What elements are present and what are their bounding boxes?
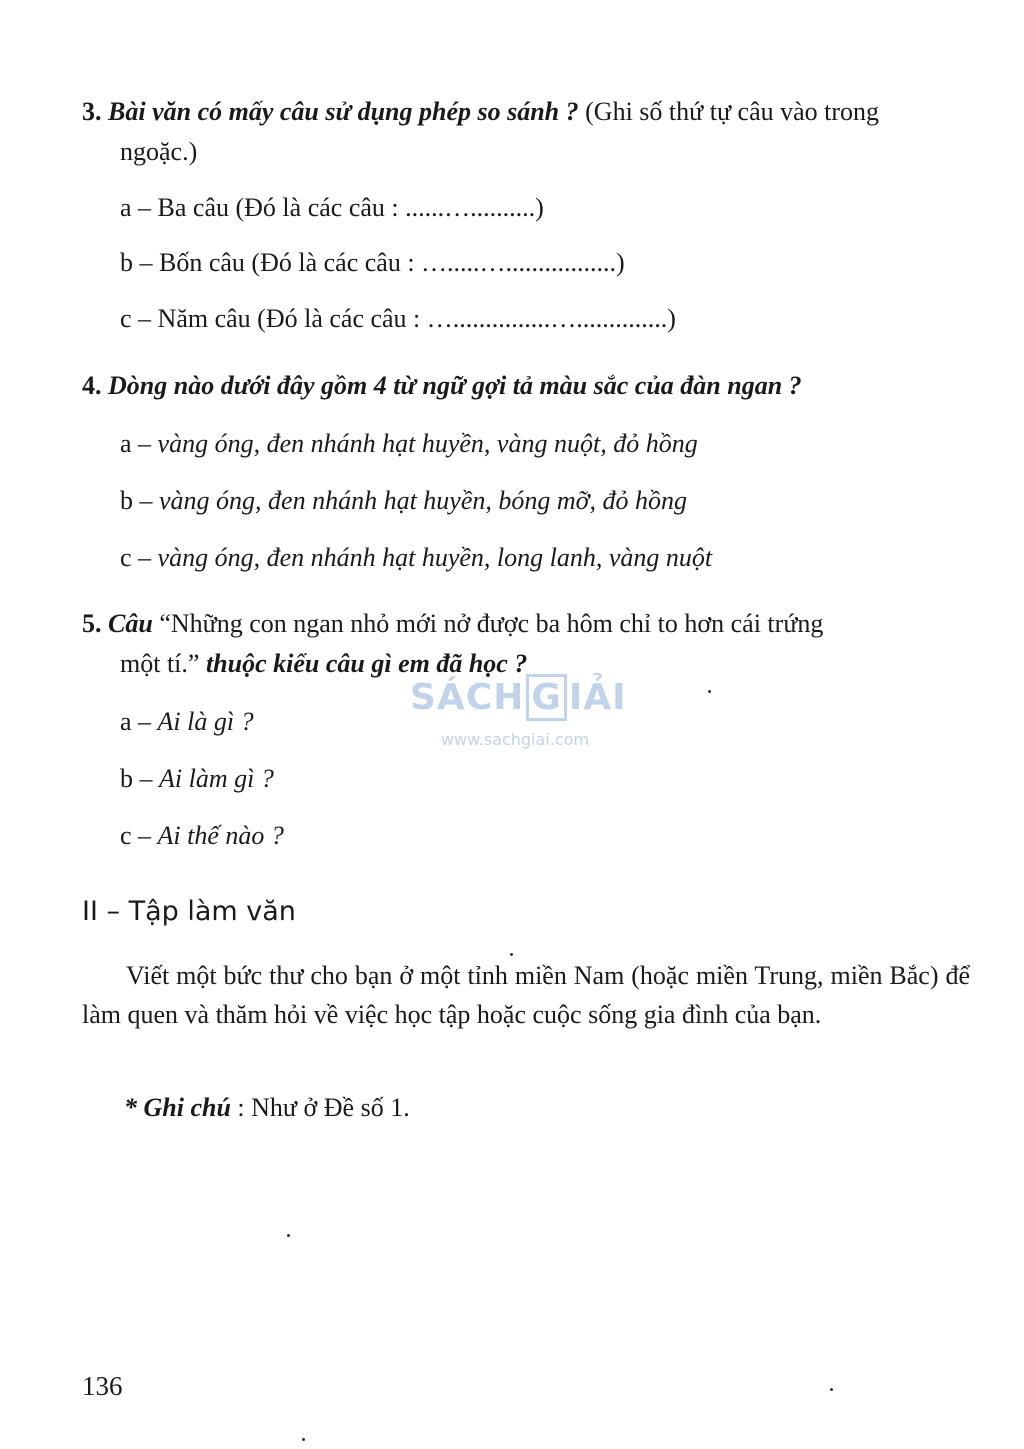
question-5-quote-end: một tí.” (120, 649, 206, 678)
question-5 (82, 604, 972, 684)
question-3-option-b: b – Bốn câu (Đó là các câu : ….....….................) (120, 248, 625, 277)
scan-speck (830, 1388, 833, 1391)
page-number: 136 (82, 1371, 123, 1401)
option-text: Ai thế nào ? (157, 821, 284, 850)
watermark-logo (410, 676, 627, 720)
scan-speck (287, 1234, 290, 1237)
section-paragraph: Viết một bức thư cho bạn ở một tỉnh miền Nam (hoặc miền Trung, miền Bắc) để làm quen và thăm hỏi về việc học tập hoặc cuộc sống gia đình của bạn. (82, 961, 970, 1029)
question-4-number: 4. (82, 371, 102, 400)
section-heading: II – Tập làm văn (82, 896, 296, 927)
option-text: Ai làm gì ? (159, 764, 274, 793)
option-text: vàng óng, đen nhánh hạt huyền, bóng mỡ, đỏ hồng (159, 486, 688, 515)
question-5-number: 5. (82, 609, 102, 638)
option-letter: a – (120, 429, 158, 458)
option-letter: c – (120, 821, 158, 850)
question-3-hint-continued: ngoặc.) (120, 137, 198, 166)
option-letter: c – (120, 543, 158, 572)
scan-speck (302, 1438, 305, 1441)
option-letter: b – (120, 764, 159, 793)
question-5-tail: thuộc kiểu câu gì em đã học ? (205, 649, 528, 678)
question-3-hint: (Ghi số thứ tự câu vào trong (578, 97, 880, 126)
question-4 (82, 366, 972, 406)
question-3 (82, 92, 972, 172)
scan-speck (708, 690, 711, 693)
option-letter: b – (120, 486, 159, 515)
question-3-option-a: a – Ba câu (Đó là các câu : ......…..........) (120, 193, 544, 222)
option-text: vàng óng, đen nhánh hạt huyền, long lanh, vàng nuột (157, 543, 713, 572)
watermark (410, 676, 627, 752)
option-text: vàng óng, đen nhánh hạt huyền, vàng nuột, đỏ hồng (157, 429, 698, 458)
question-5-option-a (120, 704, 254, 740)
question-5-quote: “Những con ngan nhỏ mới nở được ba hôm chỉ to hơn cái trứng (152, 609, 824, 638)
option-text: Ai là gì ? (157, 707, 254, 736)
question-3-option-c: c – Năm câu (Đó là các câu : …...............…..............) (120, 304, 676, 333)
note (124, 1090, 410, 1126)
watermark-logo-pre: SÁCH (410, 677, 525, 718)
note-label: * Ghi chú (124, 1093, 231, 1122)
scan-speck (510, 953, 513, 956)
option-letter: a – (120, 707, 158, 736)
question-3-text: Bài văn có mấy câu sử dụng phép so sánh ? (108, 97, 579, 126)
question-5-option-b (120, 761, 274, 797)
watermark-logo-boxed-letter: G (526, 674, 567, 721)
question-5-option-c (120, 818, 284, 854)
question-3-number: 3. (82, 97, 102, 126)
question-4-option-c (120, 540, 712, 576)
question-4-text: Dòng nào dưới đây gồm 4 từ ngữ gợi tả màu sắc của đàn ngan ? (108, 371, 802, 400)
question-4-option-a (120, 426, 698, 462)
question-5-lead: Câu (108, 609, 153, 638)
watermark-url: www.sachgiai.com (440, 730, 590, 749)
note-text: : Như ở Đề số 1. (230, 1093, 410, 1122)
watermark-logo-post: IẢI (568, 677, 627, 718)
question-4-option-b (120, 483, 687, 519)
